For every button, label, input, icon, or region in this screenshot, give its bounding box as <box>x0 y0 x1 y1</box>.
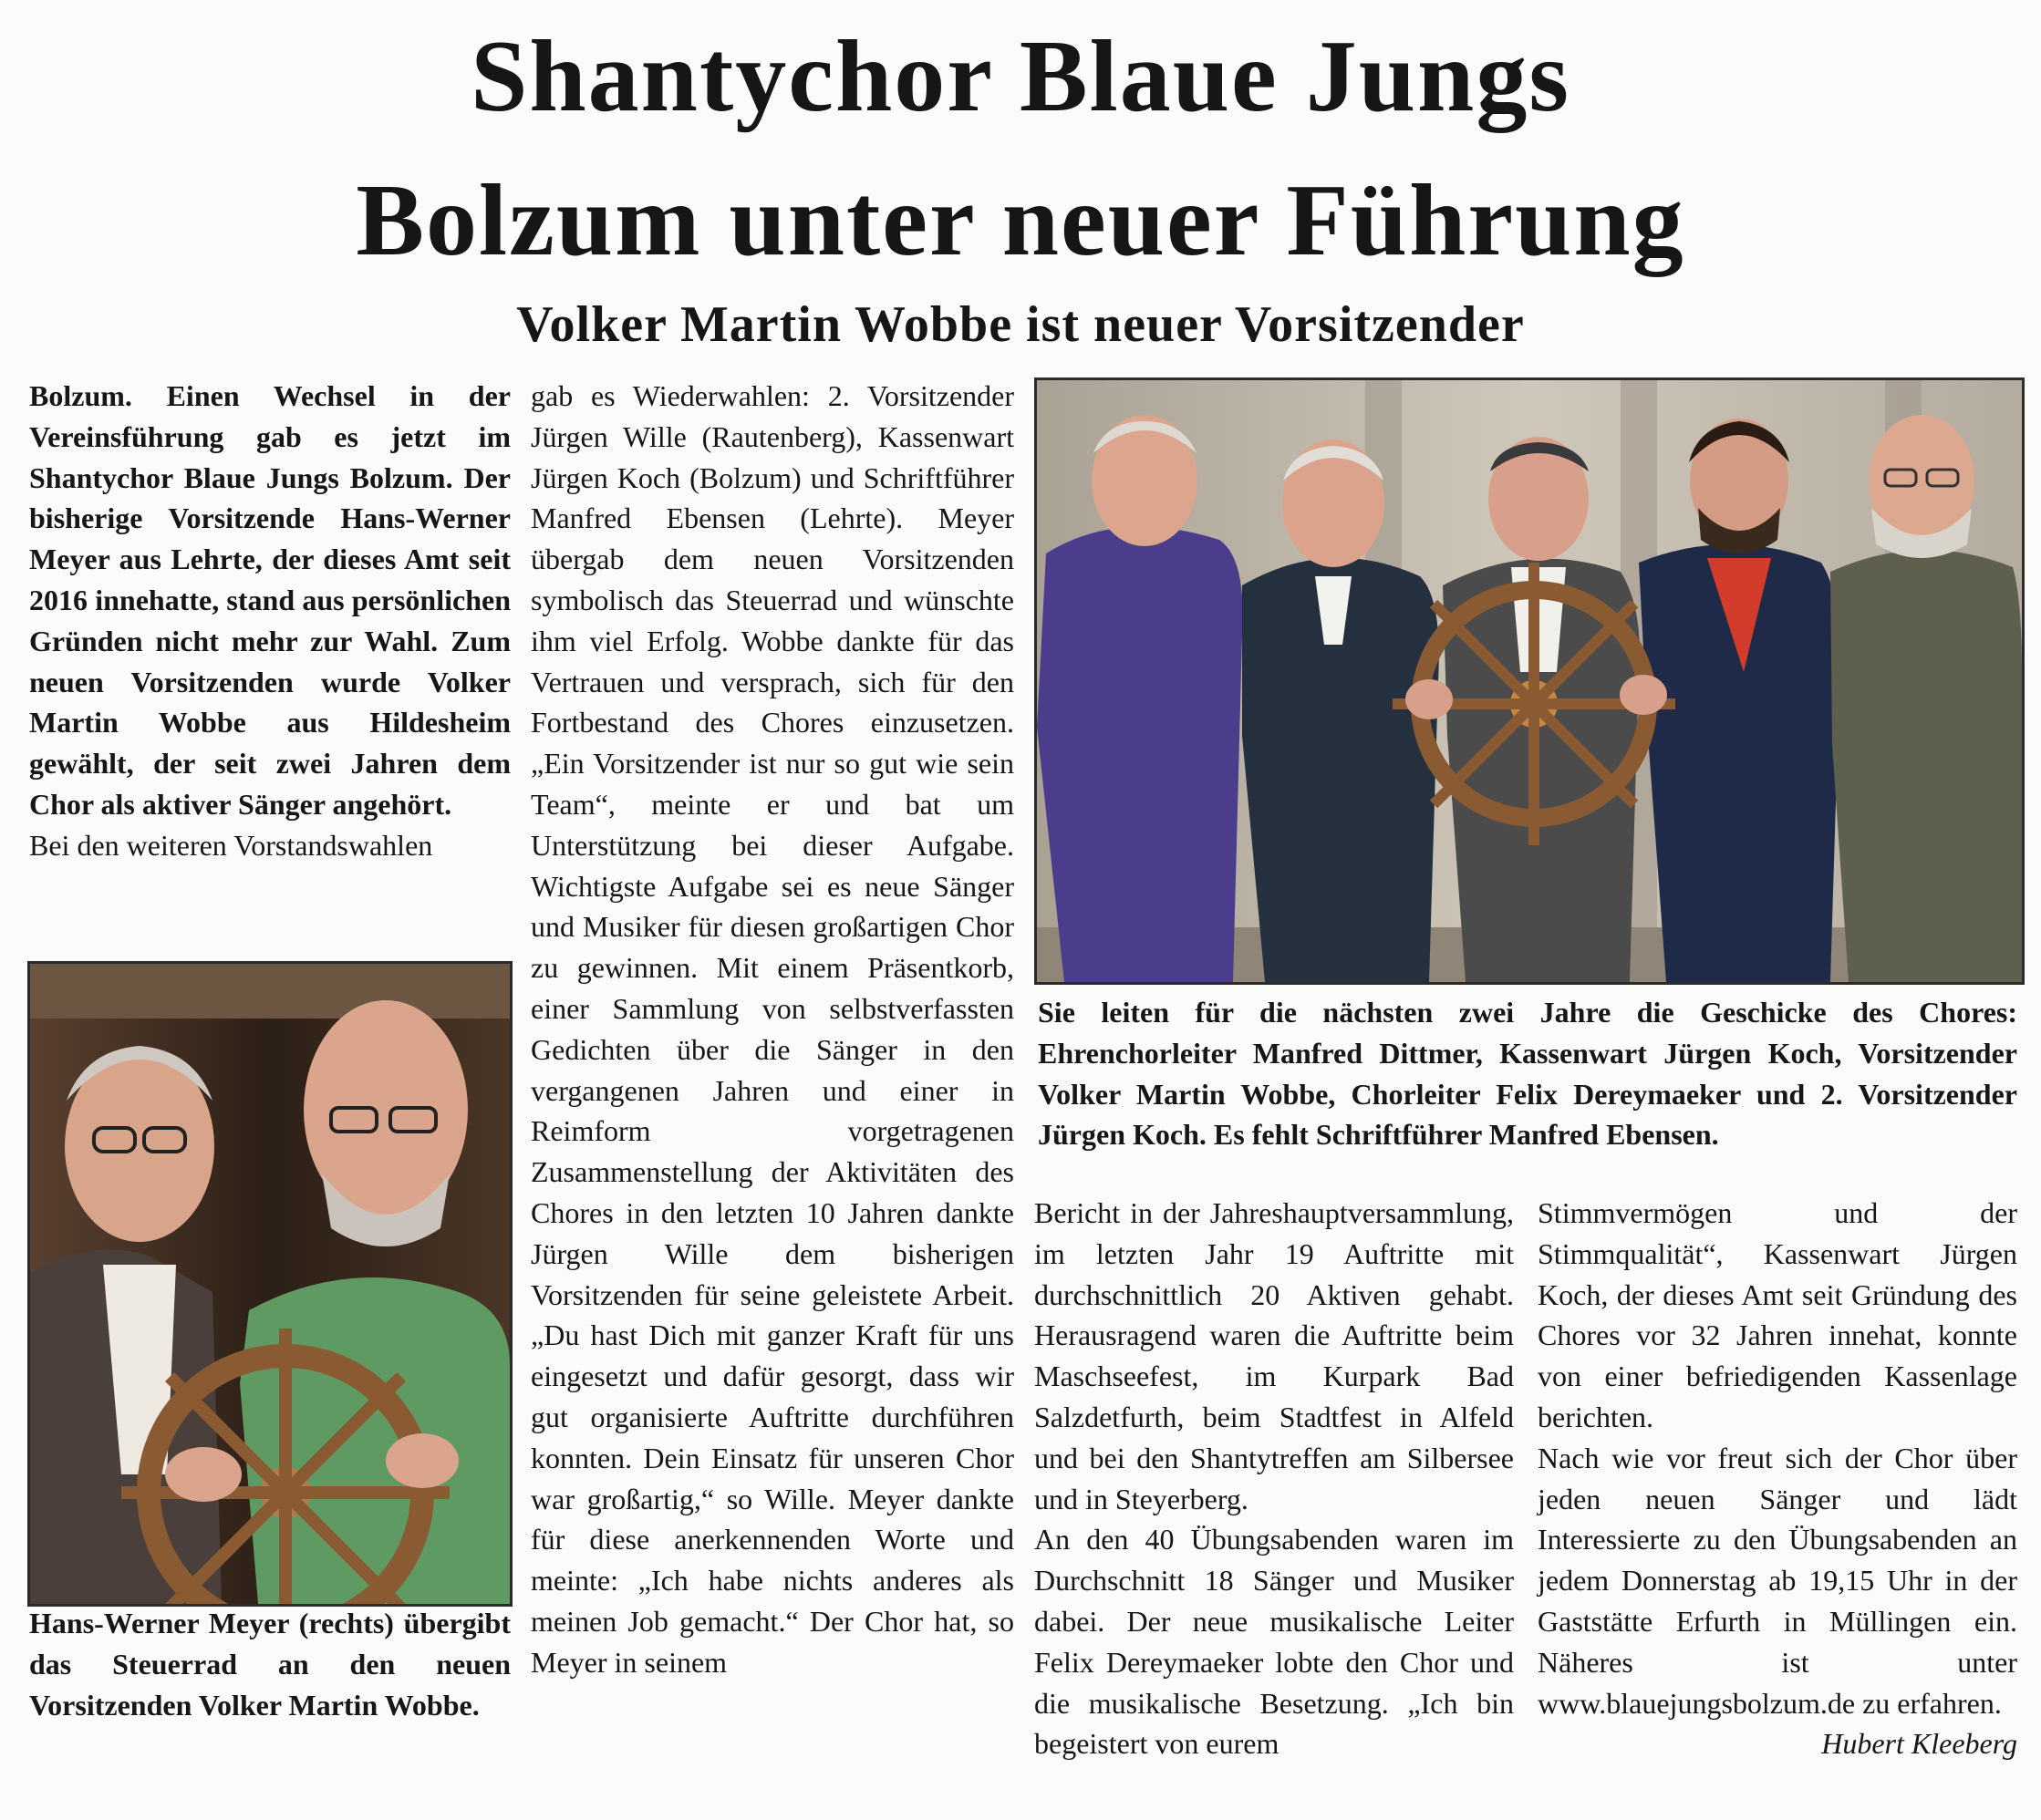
article-column-4-text: Stimmvermögen und der Stimmqualität“, Kassenwart Jürgen Koch, der dieses Amt seit Gründung des Chores vor 32 Jahren innehat, konnte von einer befriedigenden Kassenlage berichten. <box>1538 1196 2017 1433</box>
article-column-3-text: Bericht in der Jahreshauptversammlung, im letzten Jahr 19 Auftritte mit durchschnittlich 20 Aktiven gehabt. Herausragend waren die Auftritte beim Maschseefest, im Kurpark Bad Salzdetfurth, beim Stadtfest in Alfeld und bei den Shantytreffen am Silbersee und in Steyerberg. <box>1034 1196 1514 1515</box>
subheadline: Volker Martin Wobbe ist neuer Vorsitzender <box>516 296 1525 353</box>
caption-handover-photo: Hans-Werner Meyer (rechts) übergibt das Steuerrad an den neuen Vorsitzenden Volker Martin Wobbe. <box>29 1607 511 1722</box>
article-column-4-text-2: Nach wie vor freut sich der Chor über jeden neuen Sänger und lädt Interessierte zu den Übungsabenden an jedem Donnerstag ab 19,15 Uhr in der Gaststätte Erfurth in Müllingen ein. Näheres ist unter www.blauejungsbolzum.de zu erfahren. <box>1538 1441 2017 1720</box>
article-column-1-tail: Bei den weiteren Vorstandswahlen <box>29 828 433 862</box>
article-column-2-text: gab es Wiederwahlen: 2. Vorsitzender Jürgen Wille (Rautenberg), Kassenwart Jürgen Koch (Bolzum) und Schriftführer Manfred Ebensen (Lehrte). Meyer übergab dem neuen Vorsitzenden symbolisch das Steuerrad und wünschte ihm viel Erfolg. Wobbe dankte für das Vertrauen und versprach, sich für den Fortbestand des Chores einzusetzen. „Ein Vorsitzender ist nur so gut wie sein Team“, meinte er und bat um Unterstützung bei dieser Aufgabe. Wichtigste Aufgabe sei es neue Sänger und Musiker für diesen großartigen Chor zu gewinnen. Mit einem Präsentkorb, einer Sammlung von selbstverfassten Gedichten über die Sänger in den vergangenen Jahren und einer in Reimform vorgetragenen Zusammenstellung der Aktivitäten des Chores in den letzten 10 Jahren dankte Jürgen Wille dem bisherigen Vorsitzenden für seine geleistete Arbeit. „Du hast Dich mit ganzer Kraft für uns eingesetzt und dafür gesorgt, dass wir gut organisierte Auftritte durchführen konnten. Dein Einsatz für unseren Chor war großartig,“ so Wille. Meyer dankte für diese anerkennenden Worte und meinte: „Ich habe nichts anderes als meinen Job gemacht.“ Der Chor hat, so Meyer in seinem <box>531 379 1014 1679</box>
headline-line-1: Shantychor Blaue Jungs <box>471 20 1570 133</box>
article-lead: Bolzum. Einen Wechsel in der Vereinsführung gab es jetzt im Shantychor Blaue Jungs Bolzum. Der bisherige Vorsitzende Hans-Werner Meyer aus Lehrte, der dieses Amt seit 2016 innehatte, stand aus persönlichen Gründen nicht mehr zur Wahl. Zum neuen Vorsitzenden wurde Volker Martin Wobbe aus Hildesheim gewählt, der seit zwei Jahren dem Chor als aktiver Sänger angehört. <box>29 379 511 821</box>
caption-board-photo: Sie leiten für die nächsten zwei Jahre die Geschicke des Chores: Ehrenchorleiter Manfred Dittmer, Kassenwart Jürgen Koch, Vorsitzender Volker Martin Wobbe, Chorleiter Felix Dereymaeker und 2. Vorsitzender Jürgen Koch. Es fehlt Schriftführer Manfred Ebensen. <box>1038 996 2017 1152</box>
article-column-1 <box>29 376 511 866</box>
author-signature: Hubert Kleeberg <box>1821 1727 2017 1761</box>
article-column-3 <box>1034 1193 1514 1764</box>
photo-handover <box>27 961 513 1607</box>
article-column-2 <box>531 376 1014 1683</box>
article-column-4 <box>1538 1193 2017 1764</box>
handover-photo-illustration <box>30 964 510 1604</box>
board-photo-illustration <box>1037 380 2022 982</box>
article-column-3-text-2: An den 40 Übungsabenden waren im Durchschnitt 18 Sänger und Musiker dabei. Der neue musikalische Leiter Felix Dereymaeker lobte den Chor und die musikalische Besetzung. „Ich bin begeistert von eurem <box>1034 1523 1514 1761</box>
photo-board-members <box>1034 377 2025 985</box>
headline-line-2: Bolzum unter neuer Führung <box>356 164 1685 277</box>
